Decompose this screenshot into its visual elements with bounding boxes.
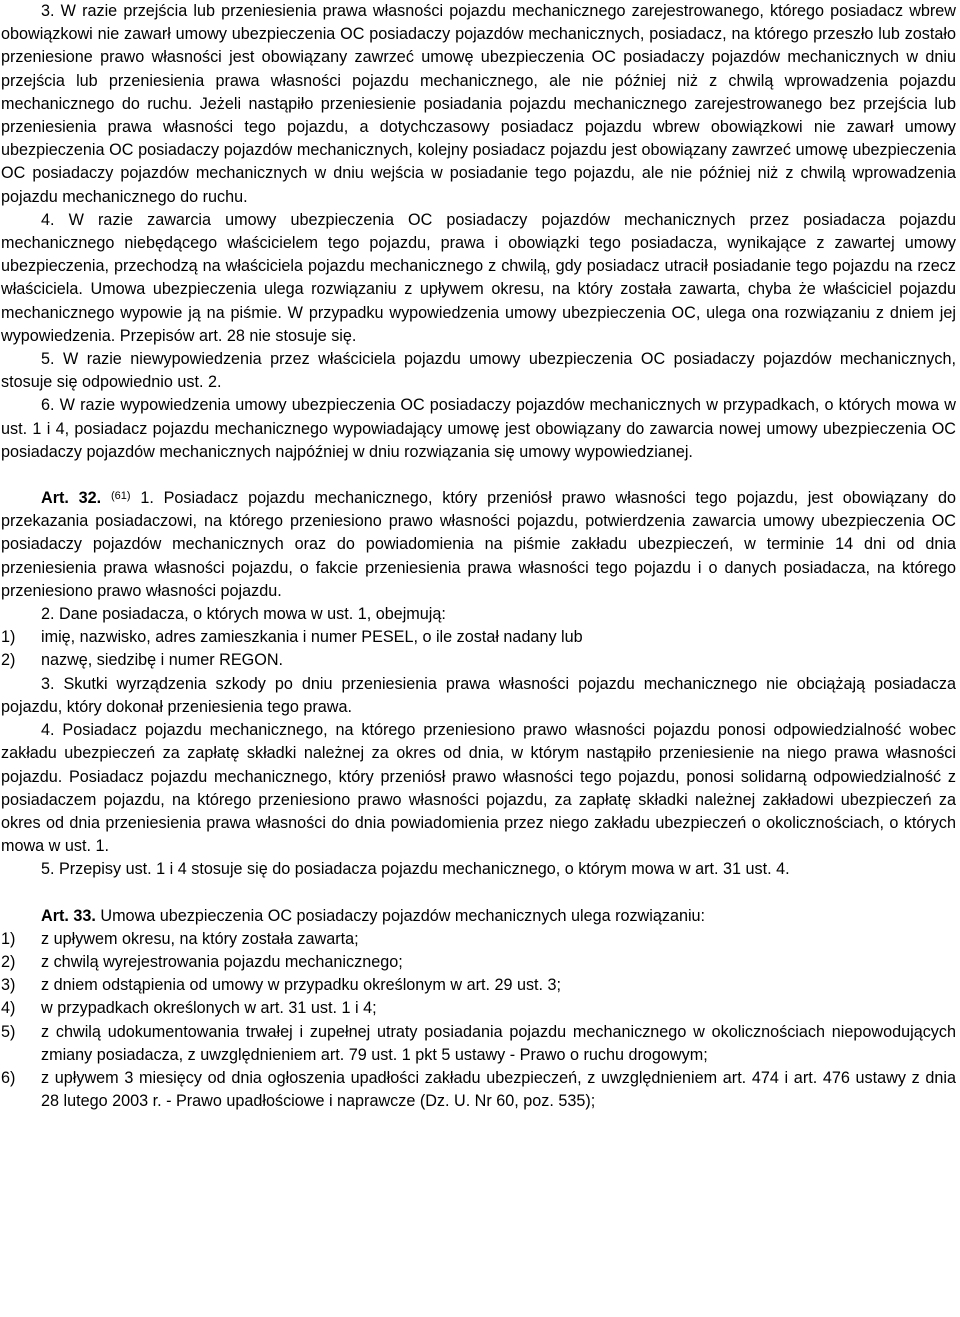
list-item-number: 2) (1, 651, 16, 670)
list-item (1, 1021, 956, 1067)
list-item-text: nazwę, siedzibę i numer REGON. (41, 651, 284, 670)
list-item (1, 1067, 956, 1113)
art33-intro (1, 905, 956, 928)
list-item (1, 951, 956, 974)
list-item-text: z chwilą udokumentowania trwałej i zupełnej utraty posiadania pojazdu mechanicznego w okolicznościach niepowodujących zmiany posiadacza, z uwzględnieniem art. 79 ust. 1 pkt 5 ustawy - Prawo o ruchu drogowym; (41, 1022, 956, 1064)
art32-ust2-list (1, 626, 956, 672)
art33-heading: Art. 33. (41, 906, 96, 925)
art31-ust3: 3. W razie przejścia lub przeniesienia prawa własności pojazdu mechanicznego zarejestrowanego, którego posiadacz wbrew obowiązkowi nie zawarł umowy ubezpieczenia OC posiadaczy pojazdów mechanicznych, posiadacz, na którego przeszło lub zostało przeniesione prawo własności jest obowiązany zawrzeć umowę ubezpieczenia OC posiadaczy pojazdów mechanicznych w dniu przejścia lub przeniesienia prawa własności pojazdu mechanicznego, ale nie później niż z chwilą wprowadzenia pojazdu mechanicznego do ruchu. Jeżeli nastąpiło przeniesienie posiadania pojazdu mechanicznego zarejestrowanego bez przejścia lub przeniesienia prawa własności tego pojazdu, a dotychczasowy posiadacz pojazdu wbrew obowiązkowi nie zawarł umowy ubezpieczenia OC posiadaczy pojazdów mechanicznych, kolejny posiadacz pojazdu jest obowiązany zawrzeć umowę ubezpieczenia OC posiadaczy pojazdów mechanicznych w dniu wejścia w posiadanie tego pojazdu, ale nie później niż z chwilą wprowadzenia pojazdu mechanicznego do ruchu. (1, 2, 956, 206)
art31-ust5: 5. W razie niewypowiedzenia przez właściciela pojazdu umowy ubezpieczenia OC posiadaczy pojazdów mechanicznych, stosuje się odpowiednio ust. 2. (1, 350, 956, 392)
art33-list (1, 928, 956, 1114)
list-item-text: w przypadkach określonych w art. 31 ust. 1 i 4; (41, 999, 377, 1018)
list-item-number: 4) (1, 999, 16, 1018)
list-item-number: 6) (1, 1068, 16, 1087)
list-item-text: z upływem 3 miesięcy od dnia ogłoszenia upadłości zakładu ubezpieczeń, z uwzględnieniem art. 474 i art. 476 ustawy z dnia 28 lutego 2003 r. - Prawo upadłościowe i naprawcze (Dz. U. Nr 60, poz. 535); (41, 1068, 956, 1111)
art32-ust2: 2. Dane posiadacza, o których mowa w ust. 1, obejmują: (41, 605, 446, 624)
list-item-number: 1) (1, 628, 16, 647)
list-item-number: 5) (1, 1022, 16, 1041)
art32-ust4: 4. Posiadacz pojazdu mechanicznego, na którego przeniesiono prawo własności pojazdu ponosi odpowiedzialność wobec zakładu ubezpieczeń za zapłatę składki należnej za okres od dnia, w którym nastąpiło przeniesienie na niego prawa własności pojazdu. Posiadacz pojazdu mechanicznego, który przeniósł prawo własności tego pojazdu, ponosi solidarną odpowiedzialność z posiadaczem pojazdu, na którego przeniesiono prawo własności pojazdu, za zapłatę składki należnej zakładowi ubezpieczeń za okres od dnia przeniesienia prawa własności do dnia powiadomienia przez niego zakładu ubezpieczeń o okolicznościach, o których mowa w ust. 1. (1, 721, 956, 856)
list-item-number: 3) (1, 976, 16, 995)
list-item-text: z dniem odstąpienia od umowy w przypadku określonym w art. 29 ust. 3; (41, 976, 562, 995)
spacer (1, 464, 956, 487)
art32-ust3: 3. Skutki wyrządzenia szkody po dniu przeniesienia prawa własności pojazdu mechanicznego nie obciążają posiadacza pojazdu, który dokonał przeniesienia tego prawa. (1, 674, 956, 716)
list-item (1, 974, 956, 997)
list-item (1, 997, 956, 1020)
list-item-text: z upływem okresu, na który została zawarta; (41, 929, 359, 948)
list-item-number: 1) (1, 929, 16, 948)
footnote-ref: (61) (110, 490, 131, 503)
art31-ust4: 4. W razie zawarcia umowy ubezpieczenia OC posiadaczy pojazdów mechanicznych przez posiadacza pojazdu mechanicznego niebędącego właścicielem tego pojazdu, prawa i obowiązki tego posiadacza, wynikające z zawartej umowy ubezpieczenia, przechodzą na właściciela pojazdu mechanicznego z chwilą, gdy posiadacz utracił posiadanie tego pojazdu na rzecz właściciela. Umowa ubezpieczenia ulega rozwiązaniu z upływem okresu, na który została zawarta, chyba że właściciel pojazdu mechanicznego wypowie ją na piśmie. W przypadku wypowiedzenia umowy ubezpieczenia OC, ulega ona rozwiązaniu z dniem jej wypowiedzenia. Przepisów art. 28 nie stosuje się. (1, 210, 956, 345)
list-item (1, 626, 956, 649)
art32-heading: Art. 32. (41, 489, 102, 508)
list-item (1, 928, 956, 951)
art32-ust5: 5. Przepisy ust. 1 i 4 stosuje się do posiadacza pojazdu mechanicznego, o którym mowa w art. 31 ust. 4. (41, 860, 790, 879)
art32-ust1-text: 1. Posiadacz pojazdu mechanicznego, który przeniósł prawo własności tego pojazdu, jest obowiązany do przekazania posiadaczowi, na którego przeniesiono prawo własności pojazdu, potwierdzenia zawarcia umowy ubezpieczenia OC posiadaczy pojazdów mechanicznych oraz do powiadomienia na piśmie zakładu ubezpieczeń, w terminie 14 dni od dnia przeniesienia prawa własności pojazdu, o fakcie przeniesienia prawa własności tego pojazdu i o danych posiadacza, na którego przeniesiono prawo własności pojazdu. (1, 489, 957, 600)
spacer (1, 882, 956, 905)
art32-ust1 (1, 487, 956, 603)
list-item-number: 2) (1, 952, 16, 971)
list-item-text: z chwilą wyrejestrowania pojazdu mechanicznego; (41, 952, 403, 971)
list-item (1, 649, 956, 672)
list-item-text: imię, nazwisko, adres zamieszkania i numer PESEL, o ile został nadany lub (41, 628, 583, 647)
art31-ust6: 6. W razie wypowiedzenia umowy ubezpieczenia OC posiadaczy pojazdów mechanicznych w przypadkach, o których mowa w ust. 1 i 4, posiadacz pojazdu mechanicznego wypowiadający umowę jest obowiązany do zawarcia nowej umowy ubezpieczenia OC posiadaczy pojazdów mechanicznych najpóźniej w dniu rozwiązania się umowy wypowiedzianej. (1, 396, 956, 461)
art33-intro-text: Umowa ubezpieczenia OC posiadaczy pojazdów mechanicznych ulega rozwiązaniu: (95, 906, 706, 925)
